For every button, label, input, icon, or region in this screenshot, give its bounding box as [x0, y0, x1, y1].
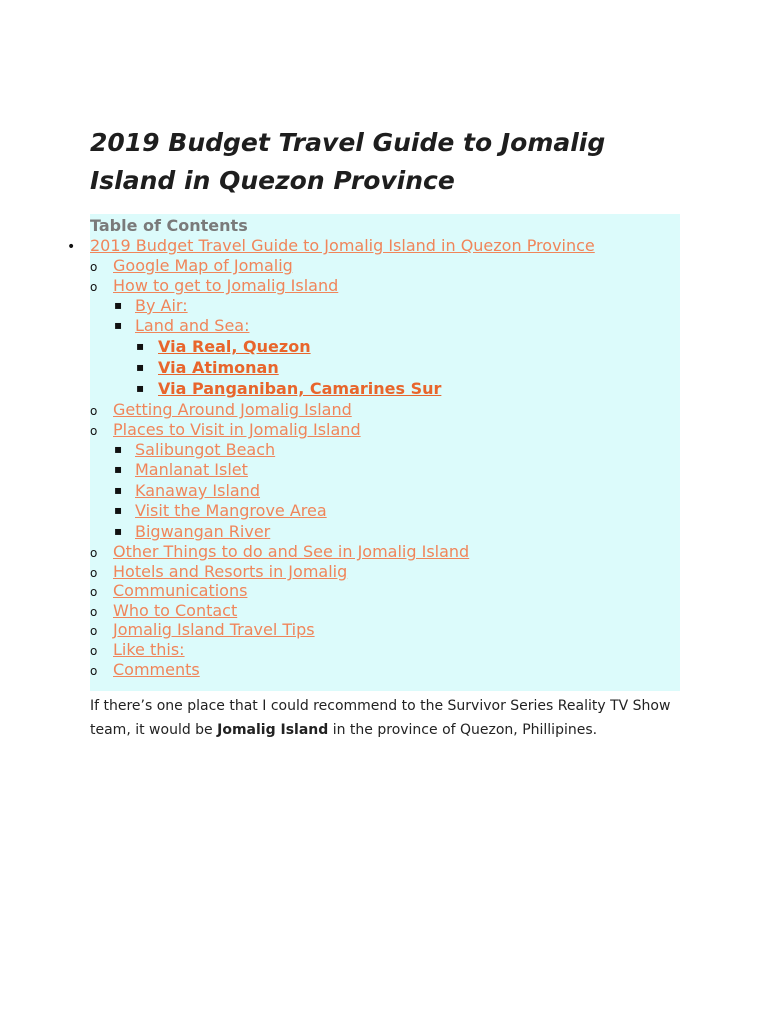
toc-link[interactable]: Via Panganiban, Camarines Sur	[158, 379, 442, 398]
toc-item	[113, 601, 237, 621]
toc-item	[113, 562, 347, 582]
toc-bullet-icon: o	[90, 624, 98, 638]
toc-link[interactable]: Hotels and Resorts in Jomalig	[113, 562, 348, 581]
toc-item	[113, 400, 352, 420]
toc-item	[113, 420, 361, 440]
toc-item	[158, 379, 441, 399]
toc-link[interactable]: By Air:	[135, 296, 188, 315]
toc-bullet-icon: ▪	[114, 298, 123, 312]
toc-link[interactable]: How to get to Jomalig Island	[113, 276, 339, 295]
toc-link[interactable]: Google Map of Jomalig	[113, 256, 293, 275]
toc-link[interactable]: Via Real, Quezon	[158, 337, 311, 356]
toc-link[interactable]: Places to Visit in Jomalig Island	[113, 420, 361, 439]
toc-bullet-icon: o	[90, 566, 98, 580]
toc-bullet-icon: ▪	[114, 462, 123, 476]
toc-item	[135, 501, 327, 521]
intro-paragraph	[90, 694, 690, 742]
toc-bullet-icon: o	[90, 585, 98, 599]
toc-link[interactable]: Land and Sea:	[135, 316, 250, 335]
toc-bullet-icon: o	[90, 424, 98, 438]
toc-link[interactable]: Via Atimonan	[158, 358, 279, 377]
toc-item	[135, 440, 275, 460]
toc-link[interactable]: Getting Around Jomalig Island	[113, 400, 352, 419]
toc-bullet-icon: ▪	[114, 483, 123, 497]
toc-bullet-icon: o	[90, 280, 98, 294]
toc-item	[113, 256, 293, 276]
toc-link[interactable]: 2019 Budget Travel Guide to Jomalig Island in Quezon Province	[90, 236, 595, 255]
toc-bullet-icon: o	[90, 605, 98, 619]
toc-link[interactable]: Kanaway Island	[135, 481, 261, 500]
toc-link[interactable]: Communications	[113, 581, 248, 600]
toc-bullet-icon: ▪	[136, 360, 145, 374]
toc-item	[113, 660, 200, 680]
toc-bullet-icon: ▪	[114, 442, 123, 456]
toc-bullet-icon: o	[90, 664, 98, 678]
toc-item	[90, 236, 595, 256]
toc-bullet-icon: ▪	[114, 524, 123, 538]
toc-bullet-icon: ▪	[136, 339, 145, 353]
toc-heading: Table of Contents	[90, 216, 248, 235]
toc-item	[113, 620, 315, 640]
intro-bold-term: Jomalig Island	[217, 722, 329, 738]
toc-item	[113, 640, 185, 660]
toc-link[interactable]: Jomalig Island Travel Tips	[113, 620, 315, 639]
toc-link[interactable]: Visit the Mangrove Area	[135, 501, 327, 520]
toc-item	[113, 276, 338, 296]
toc-link[interactable]: Bigwangan River	[135, 522, 271, 541]
toc-item	[135, 460, 248, 480]
toc-bullet-icon: o	[90, 644, 98, 658]
toc-item	[135, 481, 260, 501]
toc-item	[158, 358, 279, 378]
toc-link[interactable]: Salibungot Beach	[135, 440, 276, 459]
toc-bullet-icon: o	[90, 404, 98, 418]
toc-bullet-icon: ▪	[136, 381, 145, 395]
toc-bullet-icon: ▪	[114, 503, 123, 517]
toc-link[interactable]: Other Things to do and See in Jomalig Island	[113, 542, 470, 561]
toc-bullet-icon: o	[90, 546, 98, 560]
toc-link[interactable]: Like this:	[113, 640, 185, 659]
toc-item	[113, 581, 247, 601]
intro-text-start: If there’s one place that I could recommend to the Survivor Series Reality TV Show team, it would be	[90, 698, 671, 738]
toc-bullet-icon: ▪	[114, 318, 123, 332]
toc-link[interactable]: Who to Contact	[113, 601, 238, 620]
toc-item	[135, 522, 270, 542]
toc-item	[113, 542, 469, 562]
toc-bullet-icon: o	[90, 260, 98, 274]
page-title: 2019 Budget Travel Guide to Jomalig Island in Quezon Province	[90, 128, 606, 195]
intro-text-end: in the province of Quezon, Phillipines.	[328, 722, 598, 738]
toc-bullet-icon: •	[67, 239, 76, 255]
toc-link[interactable]: Comments	[113, 660, 200, 679]
toc-item	[158, 337, 311, 357]
toc-item	[135, 296, 188, 316]
toc-item	[135, 316, 249, 336]
toc-link[interactable]: Manlanat Islet	[135, 460, 248, 479]
